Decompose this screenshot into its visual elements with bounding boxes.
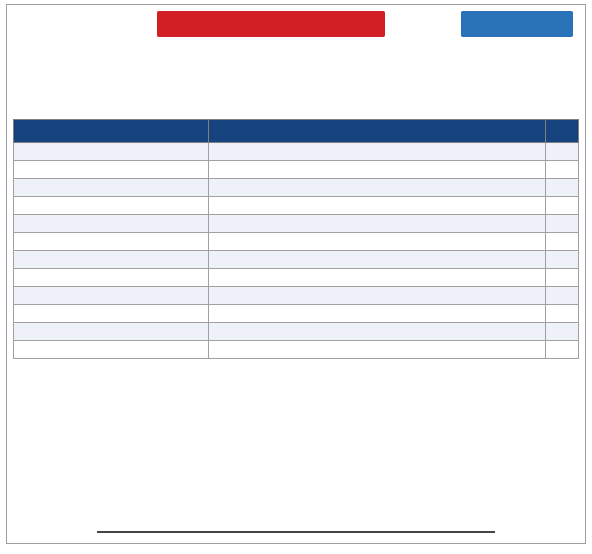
row-number <box>546 161 579 179</box>
row-amount <box>14 269 209 287</box>
table-row <box>14 197 579 215</box>
row-amount <box>14 161 209 179</box>
table-row <box>14 287 579 305</box>
row-description <box>209 251 546 269</box>
table-row <box>14 341 579 359</box>
row-description <box>209 341 546 359</box>
row-number <box>546 341 579 359</box>
row-amount <box>14 143 209 161</box>
row-number <box>546 179 579 197</box>
row-description <box>209 197 546 215</box>
row-description <box>209 287 546 305</box>
row-number <box>546 323 579 341</box>
header-row-number <box>546 120 579 143</box>
row-description <box>209 233 546 251</box>
row-number <box>546 215 579 233</box>
row-amount <box>14 233 209 251</box>
row-amount <box>14 179 209 197</box>
notice-header <box>7 5 585 53</box>
header-amount <box>14 120 209 143</box>
row-number <box>546 287 579 305</box>
table-row <box>14 143 579 161</box>
intro-paragraph <box>13 53 579 115</box>
row-description <box>209 215 546 233</box>
row-description <box>209 179 546 197</box>
table-row <box>14 323 579 341</box>
conditions-notes <box>13 365 579 497</box>
row-amount <box>14 341 209 359</box>
table-row <box>14 233 579 251</box>
table-header-row <box>14 120 579 143</box>
row-description <box>209 143 546 161</box>
row-description <box>209 323 546 341</box>
row-number <box>546 233 579 251</box>
table-row <box>14 215 579 233</box>
tender-table <box>13 119 579 359</box>
row-amount <box>14 197 209 215</box>
notice-title <box>157 11 385 37</box>
table-row <box>14 251 579 269</box>
row-amount <box>14 287 209 305</box>
row-amount <box>14 323 209 341</box>
table-row <box>14 161 579 179</box>
table-row <box>14 269 579 287</box>
row-number <box>546 305 579 323</box>
row-amount <box>14 251 209 269</box>
round-badge <box>461 11 573 37</box>
row-description <box>209 305 546 323</box>
tender-notice <box>6 4 586 544</box>
row-number <box>546 251 579 269</box>
row-amount <box>14 215 209 233</box>
row-amount <box>14 305 209 323</box>
footer-line <box>97 515 495 533</box>
row-number <box>546 269 579 287</box>
row-description <box>209 269 546 287</box>
table-row <box>14 305 579 323</box>
table-row <box>14 179 579 197</box>
row-description <box>209 161 546 179</box>
header-description <box>209 120 546 143</box>
row-number <box>546 197 579 215</box>
row-number <box>546 143 579 161</box>
